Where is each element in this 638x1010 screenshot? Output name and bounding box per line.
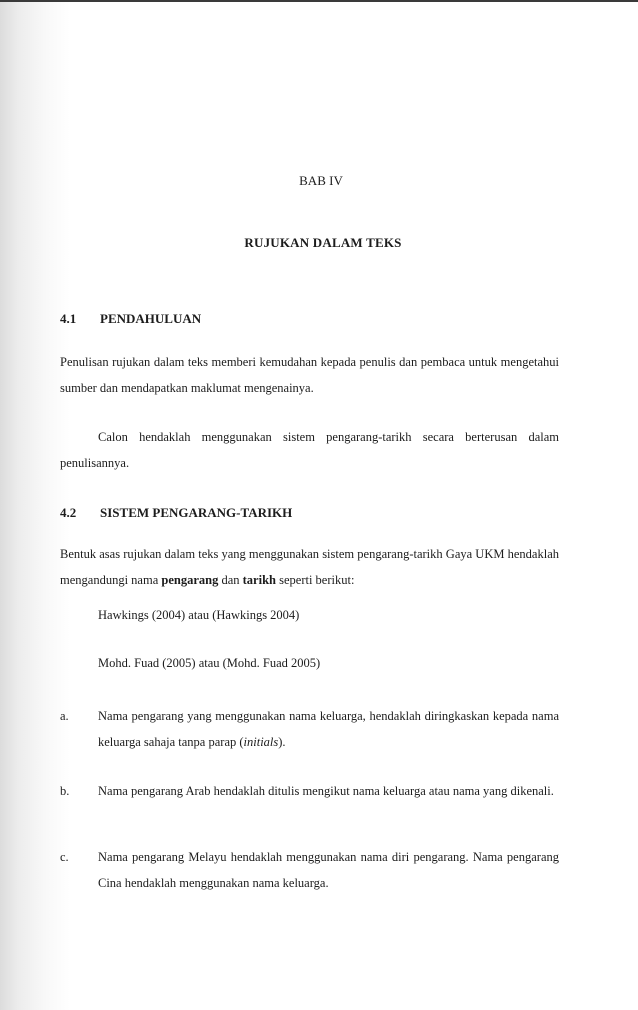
italic-term-initials: initials bbox=[243, 735, 279, 749]
paragraph-basic-form bbox=[60, 541, 559, 593]
list-item-text bbox=[98, 703, 559, 755]
section-number: 4.2 bbox=[60, 505, 77, 520]
section-title: PENDAHULUAN bbox=[100, 311, 202, 326]
section-number: 4.1 bbox=[60, 311, 77, 326]
list-letter: c. bbox=[60, 850, 69, 864]
chapter-label: BAB IV bbox=[299, 173, 343, 188]
citation-example: Mohd. Fuad (2005) atau (Mohd. Fuad 2005) bbox=[98, 656, 321, 670]
text-segment: seperti berikut: bbox=[275, 573, 355, 587]
citation-example: Hawkings (2004) atau (Hawkings 2004) bbox=[98, 608, 300, 622]
text-segment: Nama pengarang yang menggunakan nama keluarga, hendaklah diringkaskan kepada nama keluarga sahaja tanpa parap ( bbox=[98, 709, 559, 749]
section-heading-4-1 bbox=[60, 311, 201, 327]
paragraph-candidate-instruction: Calon hendaklah menggunakan sistem pengarang-tarikh secara berterusan dalam penulisannya. bbox=[60, 430, 559, 470]
text-segment: ). bbox=[278, 735, 286, 749]
paragraph-introduction: Penulisan rujukan dalam teks memberi kemudahan kepada penulis dan pembaca untuk mengetahui sumber dan mendapatkan maklumat mengenainya. bbox=[60, 355, 559, 395]
list-letter: b. bbox=[60, 784, 70, 798]
bold-term-tarikh: tarikh bbox=[242, 573, 276, 587]
section-title: SISTEM PENGARANG-TARIKH bbox=[100, 505, 293, 520]
text-segment: Bentuk asas rujukan dalam teks yang menggunakan sistem pengarang-tarikh Gaya UKM hendaklah mengandungi nama bbox=[60, 547, 559, 587]
section-heading-4-2 bbox=[60, 505, 292, 521]
chapter-title: RUJUKAN DALAM TEKS bbox=[244, 235, 402, 250]
list-item-text: Nama pengarang Arab hendaklah ditulis mengikut nama keluarga atau nama yang dikenali. bbox=[98, 784, 554, 798]
list-letter: a. bbox=[60, 709, 69, 723]
list-item-text: Nama pengarang Melayu hendaklah menggunakan nama diri pengarang. Nama pengarang Cina hendaklah menggunakan nama keluarga. bbox=[98, 850, 559, 890]
top-border-line bbox=[0, 0, 638, 2]
bold-term-pengarang: pengarang bbox=[161, 573, 219, 587]
text-segment: dan bbox=[218, 573, 243, 587]
